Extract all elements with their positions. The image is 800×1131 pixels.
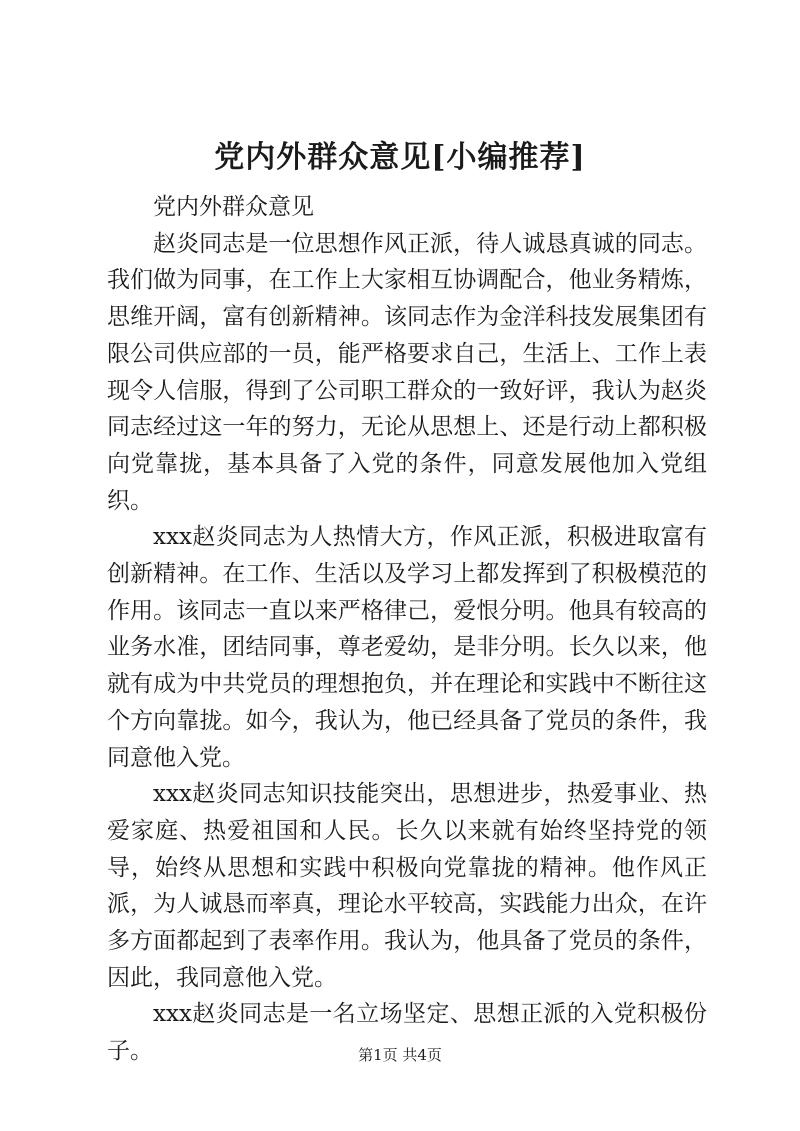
page-footer: 第1页 共4页	[358, 1046, 442, 1064]
subtitle-paragraph: 党内外群众意见	[153, 194, 314, 220]
body-paragraph-3: xxx赵炎同志知识技能突出，思想进步，热爱事业、热爱家庭、热爱祖国和人民。长久以来就有始终坚持党的领导，始终从思想和实践中积极向党靠拢的精神。他作风正派，为人诚恳而率真，理论水平较高，实践能力出众，在许多方面都起到了表率作用。我认为，他具备了党员的条件，因此，我同意他入党。	[107, 781, 707, 991]
body-paragraph-4: xxx赵炎同志是一名立场坚定、思想正派的入党积极份子。	[107, 1001, 707, 1065]
document-body	[107, 189, 707, 1070]
document-title: 党内外群众意见[小编推荐]	[214, 140, 586, 175]
body-paragraph-2: xxx赵炎同志为人热情大方，作风正派，积极进取富有创新精神。在工作、生活以及学习上都发挥到了积极模范的作用。该同志一直以来严格律己，爱恨分明。他具有较高的业务水准，团结同事，尊老爱幼，是非分明。长久以来，他就有成为中共党员的理想抱负，并在理论和实践中不断往这个方向靠拢。如今，我认为，他已经具备了党员的条件，我同意他入党。	[107, 524, 707, 771]
body-paragraph-1: 赵炎同志是一位思想作风正派，待人诚恳真诚的同志。我们做为同事，在工作上大家相互协调配合，他业务精炼，思维开阔，富有创新精神。该同志作为金洋科技发展集团有限公司供应部的一员，能严格要求自己，生活上、工作上表现令人信服，得到了公司职工群众的一致好评，我认为赵炎同志经过这一年的努力，无论从思想上、还是行动上都积极向党靠拢，基本具备了入党的条件，同意发展他加入党组织。	[107, 230, 707, 514]
